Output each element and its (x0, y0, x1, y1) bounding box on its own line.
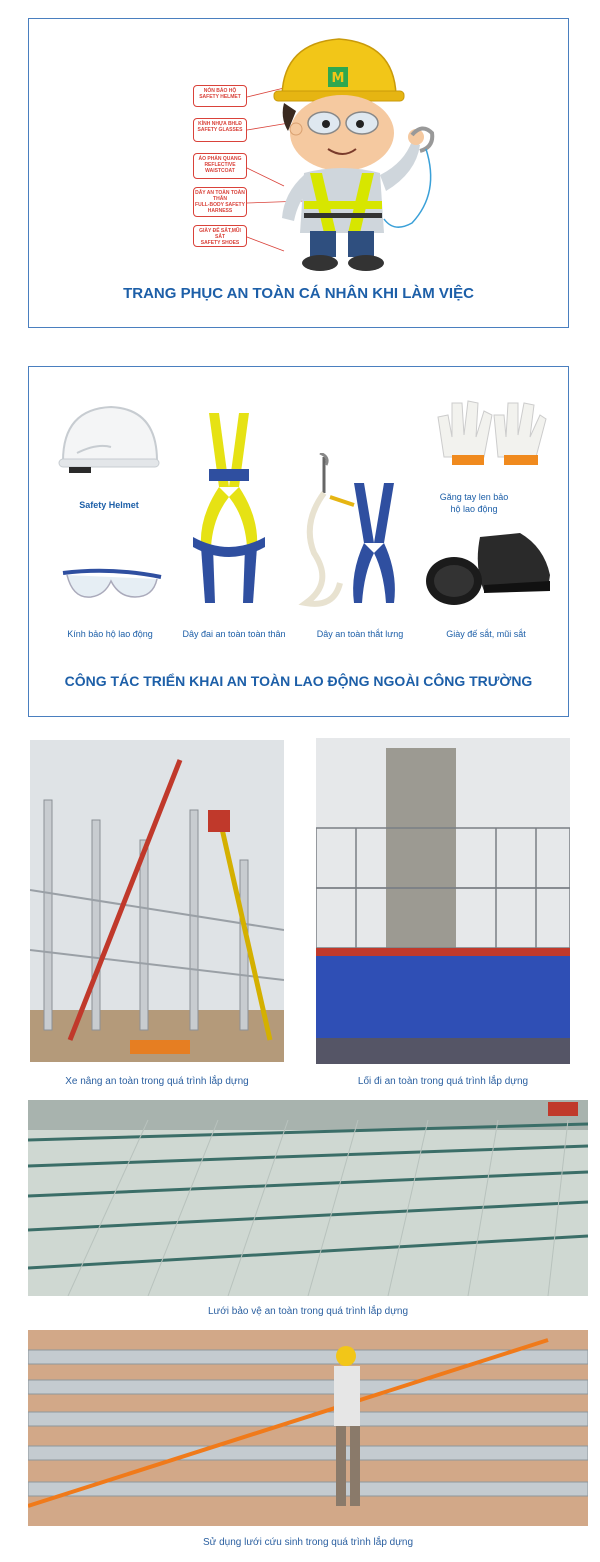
safety-net-photo (28, 1100, 588, 1296)
safety-shoes-icon (424, 527, 554, 611)
walkway-caption: Lối đi an toàn trong quá trình lắp dựng (357, 1076, 529, 1087)
crane-photo (30, 740, 284, 1062)
waist-belt-icon (294, 453, 414, 609)
safety-glasses-icon (61, 567, 163, 607)
ppe-cartoon-panel (28, 18, 569, 328)
svg-text:M: M (331, 71, 345, 86)
panel2-title: CÔNG TÁC TRIỂN KHAI AN TOÀN LAO ĐỘNG NGOÀI CÔNG TRƯỜNG (64, 673, 533, 689)
belt-label: Dây an toàn thắt lưng (316, 629, 404, 639)
callout-harness: DÂY AN TOÀN TOÀN THÂN FULL-BODY SAFETY HARNESS (193, 187, 247, 217)
callout-waistcoat: ÁO PHẢN QUANG REFLECTIVE WAISTCOAT (193, 153, 247, 179)
callout-helmet: NÓN BẢO HỘ SAFETY HELMET (193, 85, 247, 107)
gloves-label: Găng tay len bảo hộ lao động (439, 492, 509, 514)
callout-shoes: GIÀY ĐẾ SẮT,MŨI SẮT SAFETY SHOES (193, 225, 247, 247)
lifeline-photo (28, 1330, 588, 1526)
harness-label: Dây đai an toàn toàn thân (182, 629, 286, 639)
gloves-icon (434, 397, 550, 473)
glasses-label: Kính bảo hộ lao động (67, 629, 153, 639)
lifeline-caption: Sử dụng lưới cứu sinh trong quá trình lắp dựng (202, 1537, 414, 1548)
panel1-title: TRANG PHỤC AN TOÀN CÁ NHÂN KHI LÀM VIỆC (123, 285, 474, 302)
walkway-photo (316, 738, 570, 1064)
ppe-equipment-panel (28, 366, 569, 717)
callout-glasses: KÍNH NHỰA BHLĐ SAFETY GLASSES (193, 118, 247, 142)
helmet-label: Safety Helmet (79, 500, 139, 510)
worker-cartoon (244, 23, 444, 273)
full-body-harness-icon (179, 407, 279, 607)
safety-net-caption: Lưới bảo vệ an toàn trong quá trình lắp dựng (207, 1306, 409, 1317)
shoes-label: Giày đế sắt, mũi sắt (446, 629, 526, 639)
crane-caption: Xe nâng an toàn trong quá trình lắp dựng (65, 1076, 249, 1087)
safety-helmet-icon (57, 403, 161, 475)
